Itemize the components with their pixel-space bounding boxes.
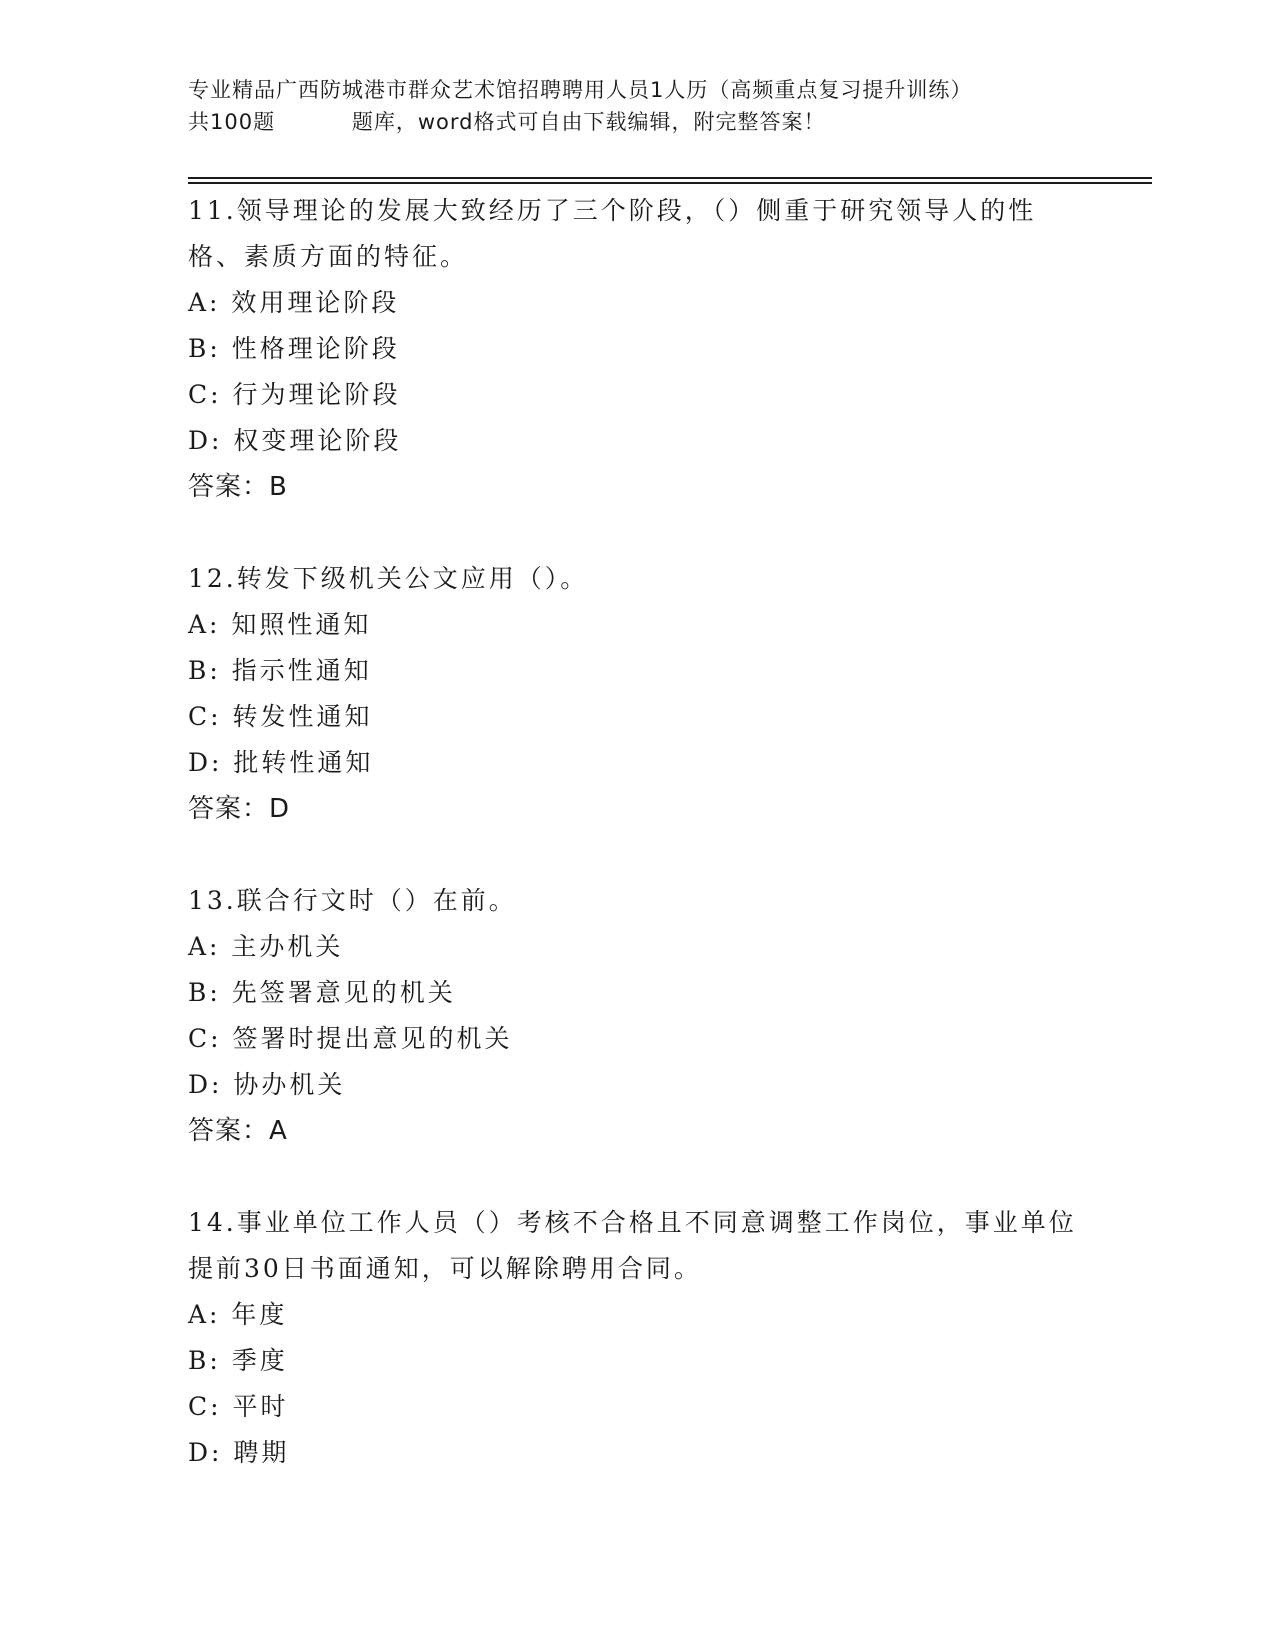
option-a: A: 效用理论阶段 bbox=[188, 288, 400, 317]
header-line-2: 共100题 题库，word格式可自由下载编辑，附完整答案！ bbox=[188, 110, 826, 134]
option-b: B: 指示性通知 bbox=[188, 656, 372, 685]
option-c: C: 转发性通知 bbox=[188, 702, 373, 731]
option-d: D: 批转性通知 bbox=[188, 748, 374, 777]
option-d: D: 聘期 bbox=[188, 1438, 290, 1467]
question-13 bbox=[188, 878, 1088, 1154]
option-a: A: 主办机关 bbox=[188, 932, 344, 961]
question-stem: 14.事业单位工作人员（）考核不合格且不同意调整工作岗位，事业单位提前30日书面通知，可以解除聘用合同。 bbox=[188, 1208, 1077, 1283]
answer-line: 答案：B bbox=[188, 472, 288, 502]
header-line-1: 专业精品广西防城港市群众艺术馆招聘聘用人员1人历（高频重点复习提升训练） bbox=[188, 78, 973, 102]
header-divider-top bbox=[188, 177, 1152, 179]
option-d: D: 权变理论阶段 bbox=[188, 426, 402, 455]
question-stem: 12.转发下级机关公文应用（）。 bbox=[188, 564, 589, 593]
option-b: B: 性格理论阶段 bbox=[188, 334, 400, 363]
option-c: C: 签署时提出意见的机关 bbox=[188, 1024, 513, 1053]
question-list bbox=[188, 188, 1088, 1522]
question-14 bbox=[188, 1200, 1088, 1476]
option-c: C: 行为理论阶段 bbox=[188, 380, 401, 409]
answer-line: 答案：D bbox=[188, 794, 291, 824]
document-header bbox=[188, 74, 1088, 138]
answer-line: 答案：A bbox=[188, 1116, 288, 1146]
option-a: A: 知照性通知 bbox=[188, 610, 372, 639]
option-a: A: 年度 bbox=[188, 1300, 288, 1329]
question-stem: 13.联合行文时（）在前。 bbox=[188, 886, 517, 915]
question-stem: 11.领导理论的发展大致经历了三个阶段，（）侧重于研究领导人的性格、素质方面的特征。 bbox=[188, 196, 1037, 271]
question-12 bbox=[188, 556, 1088, 832]
option-d: D: 协办机关 bbox=[188, 1070, 346, 1099]
option-c: C: 平时 bbox=[188, 1392, 289, 1421]
option-b: B: 季度 bbox=[188, 1346, 288, 1375]
question-11 bbox=[188, 188, 1088, 510]
option-b: B: 先签署意见的机关 bbox=[188, 978, 456, 1007]
header-divider-bottom bbox=[188, 182, 1152, 184]
